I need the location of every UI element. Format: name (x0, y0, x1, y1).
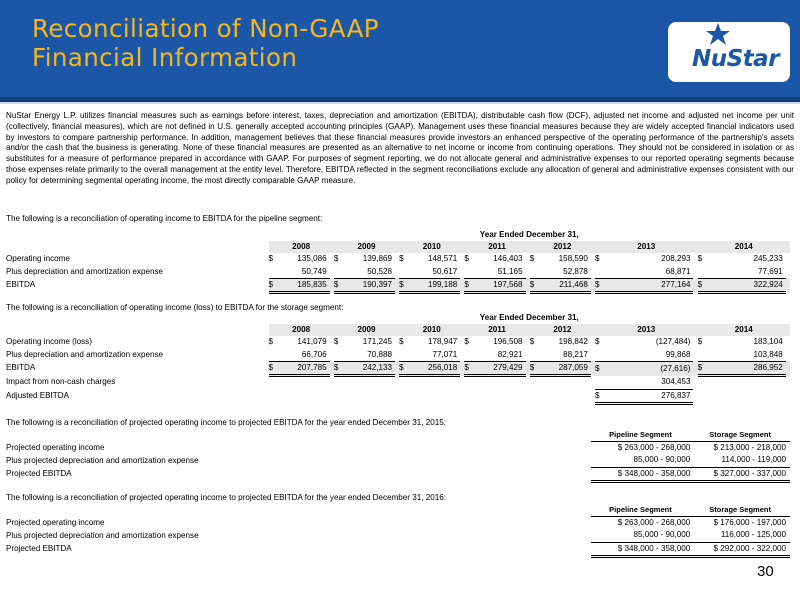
cell: $ 263,000 - 268,000 (617, 518, 691, 528)
cell: (27,616) (605, 361, 693, 375)
header-banner (0, 0, 800, 97)
table-row (0, 376, 790, 390)
cell: 207,785 (279, 361, 330, 375)
currency-sign: $ (333, 254, 339, 264)
year-col: 2008 (269, 241, 334, 253)
logo-text: NuStar (692, 46, 780, 72)
currency-sign: $ (595, 361, 605, 375)
cell: 139,869 (362, 254, 392, 264)
cell: 211,468 (540, 278, 591, 292)
cell: 70,888 (344, 349, 395, 362)
year-col: 2014 (698, 241, 790, 253)
table-row (0, 442, 790, 455)
cell: 51,165 (475, 266, 526, 279)
table-row (0, 529, 790, 542)
currency-sign: $ (334, 361, 344, 375)
currency-sign: $ (529, 254, 535, 264)
row-label: Operating income (loss) (6, 337, 92, 347)
cell: 50,617 (409, 266, 460, 279)
col-header: Pipeline Segment (591, 504, 695, 517)
cell: 68,871 (605, 266, 693, 279)
row-label: Plus projected depreciation and amortization expense (6, 530, 199, 540)
currency-sign: $ (697, 337, 703, 347)
cell: 85,000 - 90,000 (591, 454, 695, 467)
year-col: 2009 (334, 324, 399, 336)
cell: 197,568 (475, 278, 526, 292)
row-label: Plus depreciation and amortization expense (6, 349, 164, 359)
table-row (0, 336, 790, 348)
cell: 196,508 (493, 337, 523, 347)
cell: 158,590 (558, 254, 588, 264)
year-col: 2009 (334, 241, 399, 253)
page-number: 30 (757, 563, 774, 580)
cell: 99,868 (605, 349, 693, 362)
pipeline-table (0, 229, 790, 294)
table-row (0, 278, 790, 292)
col-header: Pipeline Segment (591, 429, 695, 442)
cell: $ 213,000 - 218,000 (713, 443, 786, 453)
table-row (0, 266, 790, 279)
year-col: 2012 (530, 241, 595, 253)
cell: 82,921 (475, 349, 526, 362)
currency-sign: $ (399, 361, 409, 375)
table-row (0, 454, 790, 467)
table-row (0, 253, 790, 265)
year-col: 2013 (595, 241, 698, 253)
currency-sign: $ (464, 361, 474, 375)
table-row (0, 517, 790, 530)
currency-sign: $ (268, 254, 274, 264)
cell: 66,706 (279, 349, 330, 362)
cell: 287,059 (540, 361, 591, 375)
proj2015-note: The following is a reconciliation of projected operating income to projected EBITDA for the year ended December 31, 2015: (6, 418, 447, 427)
proj2015-table (0, 429, 790, 483)
header-stripe-light (0, 102, 800, 104)
title-line-1: Reconciliation of Non-GAAP (32, 14, 379, 43)
currency-sign: $ (595, 254, 600, 264)
currency-sign: $ (334, 278, 344, 292)
currency-sign: $ (595, 389, 605, 403)
pipeline-note: The following is a reconciliation of operating income to EBITDA for the pipeline segment: (6, 214, 323, 223)
currency-sign: $ (464, 254, 469, 264)
row-label: Operating income (6, 254, 70, 264)
row-label: Adjusted EBITDA (6, 391, 69, 401)
cell: 185,835 (279, 278, 330, 292)
cell: 276,837 (605, 389, 693, 403)
row-label: Plus projected depreciation and amortization expense (6, 455, 199, 465)
cell: 114,000 - 119,000 (694, 454, 790, 467)
year-col: 2010 (399, 241, 464, 253)
cell: 208,293 (661, 254, 691, 264)
cell: $ 176,000 - 197,000 (713, 518, 786, 528)
cell: 245,233 (753, 254, 783, 264)
cell: 141,079 (297, 337, 327, 347)
year-col: 2011 (464, 241, 529, 253)
cell: (127,484) (655, 337, 691, 347)
currency-sign: $ (399, 254, 404, 264)
currency-sign: $ (530, 361, 540, 375)
year-col: 2012 (530, 324, 595, 336)
year-col: 2011 (464, 324, 529, 336)
year-col: 2008 (269, 324, 334, 336)
row-label: Projected EBITDA (6, 544, 72, 554)
year-col: 2013 (595, 324, 698, 336)
cell: 277,164 (605, 278, 693, 292)
cell: 50,528 (344, 266, 395, 279)
proj2016-table (0, 504, 790, 558)
cell: 198,842 (558, 337, 588, 347)
year-header: Year Ended December 31, (479, 313, 579, 322)
row-label: EBITDA (0, 278, 269, 292)
currency-sign: $ (399, 278, 409, 292)
currency-sign: $ (698, 361, 708, 375)
cell: 256,018 (409, 361, 460, 375)
col-header: Storage Segment (694, 504, 790, 517)
cell: $ 327,000 - 337,000 (694, 467, 790, 481)
year-col: 2010 (399, 324, 464, 336)
cell: 116,000 - 125,000 (694, 529, 790, 542)
currency-sign: $ (530, 278, 540, 292)
row-label: EBITDA (0, 361, 269, 375)
table-row (0, 389, 790, 403)
cell: 135,086 (297, 254, 327, 264)
cell: 322,924 (708, 278, 786, 292)
cell: 304,453 (605, 376, 693, 390)
storage-note: The following is a reconciliation of operating income (loss) to EBITDA for the storage segment: (6, 303, 344, 312)
currency-sign: $ (529, 337, 535, 347)
title-line-2: Financial Information (32, 43, 298, 72)
cell: 279,429 (475, 361, 526, 375)
table-row (0, 542, 790, 556)
cell: 88,217 (540, 349, 591, 362)
currency-sign: $ (399, 337, 404, 347)
currency-sign: $ (698, 278, 708, 292)
row-label: Plus depreciation and amortization expense (6, 266, 164, 276)
row-label: Projected EBITDA (6, 469, 72, 479)
currency-sign: $ (464, 278, 474, 292)
row-label: Projected operating income (6, 442, 105, 452)
star-icon (698, 22, 738, 48)
currency-sign: $ (333, 337, 339, 347)
col-header: Storage Segment (694, 429, 790, 442)
storage-table (0, 312, 790, 405)
cell: 85,000 - 90,000 (591, 529, 695, 542)
year-col: 2014 (698, 324, 790, 336)
currency-sign: $ (269, 278, 279, 292)
nustar-logo (668, 22, 790, 82)
cell: 190,397 (344, 278, 395, 292)
cell: 242,133 (344, 361, 395, 375)
currency-sign: $ (269, 361, 279, 375)
currency-sign: $ (268, 337, 274, 347)
page-title (32, 14, 379, 72)
cell: $ 263,000 - 268,000 (617, 443, 691, 453)
cell: 171,245 (362, 337, 392, 347)
currency-sign: $ (595, 278, 605, 292)
currency-sign: $ (595, 337, 600, 347)
year-header: Year Ended December 31, (479, 230, 579, 239)
cell: $ 292,000 - 322,000 (694, 542, 790, 556)
proj2016-note: The following is a reconciliation of projected operating income to projected EBITDA for the year ended December 31, 2016: (6, 493, 447, 502)
cell: 199,188 (409, 278, 460, 292)
intro-paragraph: NuStar Energy L.P. utilizes financial measures such as earnings before interest, taxes, depreciation and amortization (EBITDA), distributable cash flow (DCF), adjusted net income and adjusted net income per unit (collectively, financial measures), which are not defined in U.S. generally accepted accounting principles (GAAP). Management uses these financial measures because they are widely accepted financial indicators used by investors to compare partnership performance. In addition, management believes that these financial measures provide investors an enhanced perspective of the operating performance of the partnership's assets and/or the cash that the business is generating. None of these financial measures are presented as an alternative to net income or income from continuing operations. They should not be considered in isolation or as substitutes for a measure of performance prepared in accordance with GAAP. For purposes of segment reporting, we do not allocate general and administrative expenses to our reported operating segments because those expenses relate primarily to the overall management at the entity level. Therefore, EBITDA reflected in the segment reconciliations exclude any allocation of general and administrative expenses consistent with our policy for determining segmental operating income, the most directly comparable GAAP measure. (6, 111, 794, 185)
cell: 52,878 (540, 266, 591, 279)
table-row (0, 361, 790, 375)
cell: 148,571 (428, 254, 458, 264)
table-row (0, 349, 790, 362)
cell: 178,947 (428, 337, 458, 347)
cell: 146,403 (493, 254, 523, 264)
row-label: Impact from non-cash charges (6, 377, 116, 387)
currency-sign: $ (464, 337, 469, 347)
cell: $ 348,000 - 358,000 (591, 542, 695, 556)
cell: 77,691 (708, 266, 786, 279)
currency-sign: $ (697, 254, 703, 264)
cell: 103,848 (708, 349, 786, 362)
cell: $ 348,000 - 358,000 (591, 467, 695, 481)
cell: 286,952 (708, 361, 786, 375)
row-label: Projected operating income (6, 517, 105, 527)
cell: 183,104 (753, 337, 783, 347)
cell: 50,749 (279, 266, 330, 279)
cell: 77,071 (409, 349, 460, 362)
table-row (0, 467, 790, 481)
